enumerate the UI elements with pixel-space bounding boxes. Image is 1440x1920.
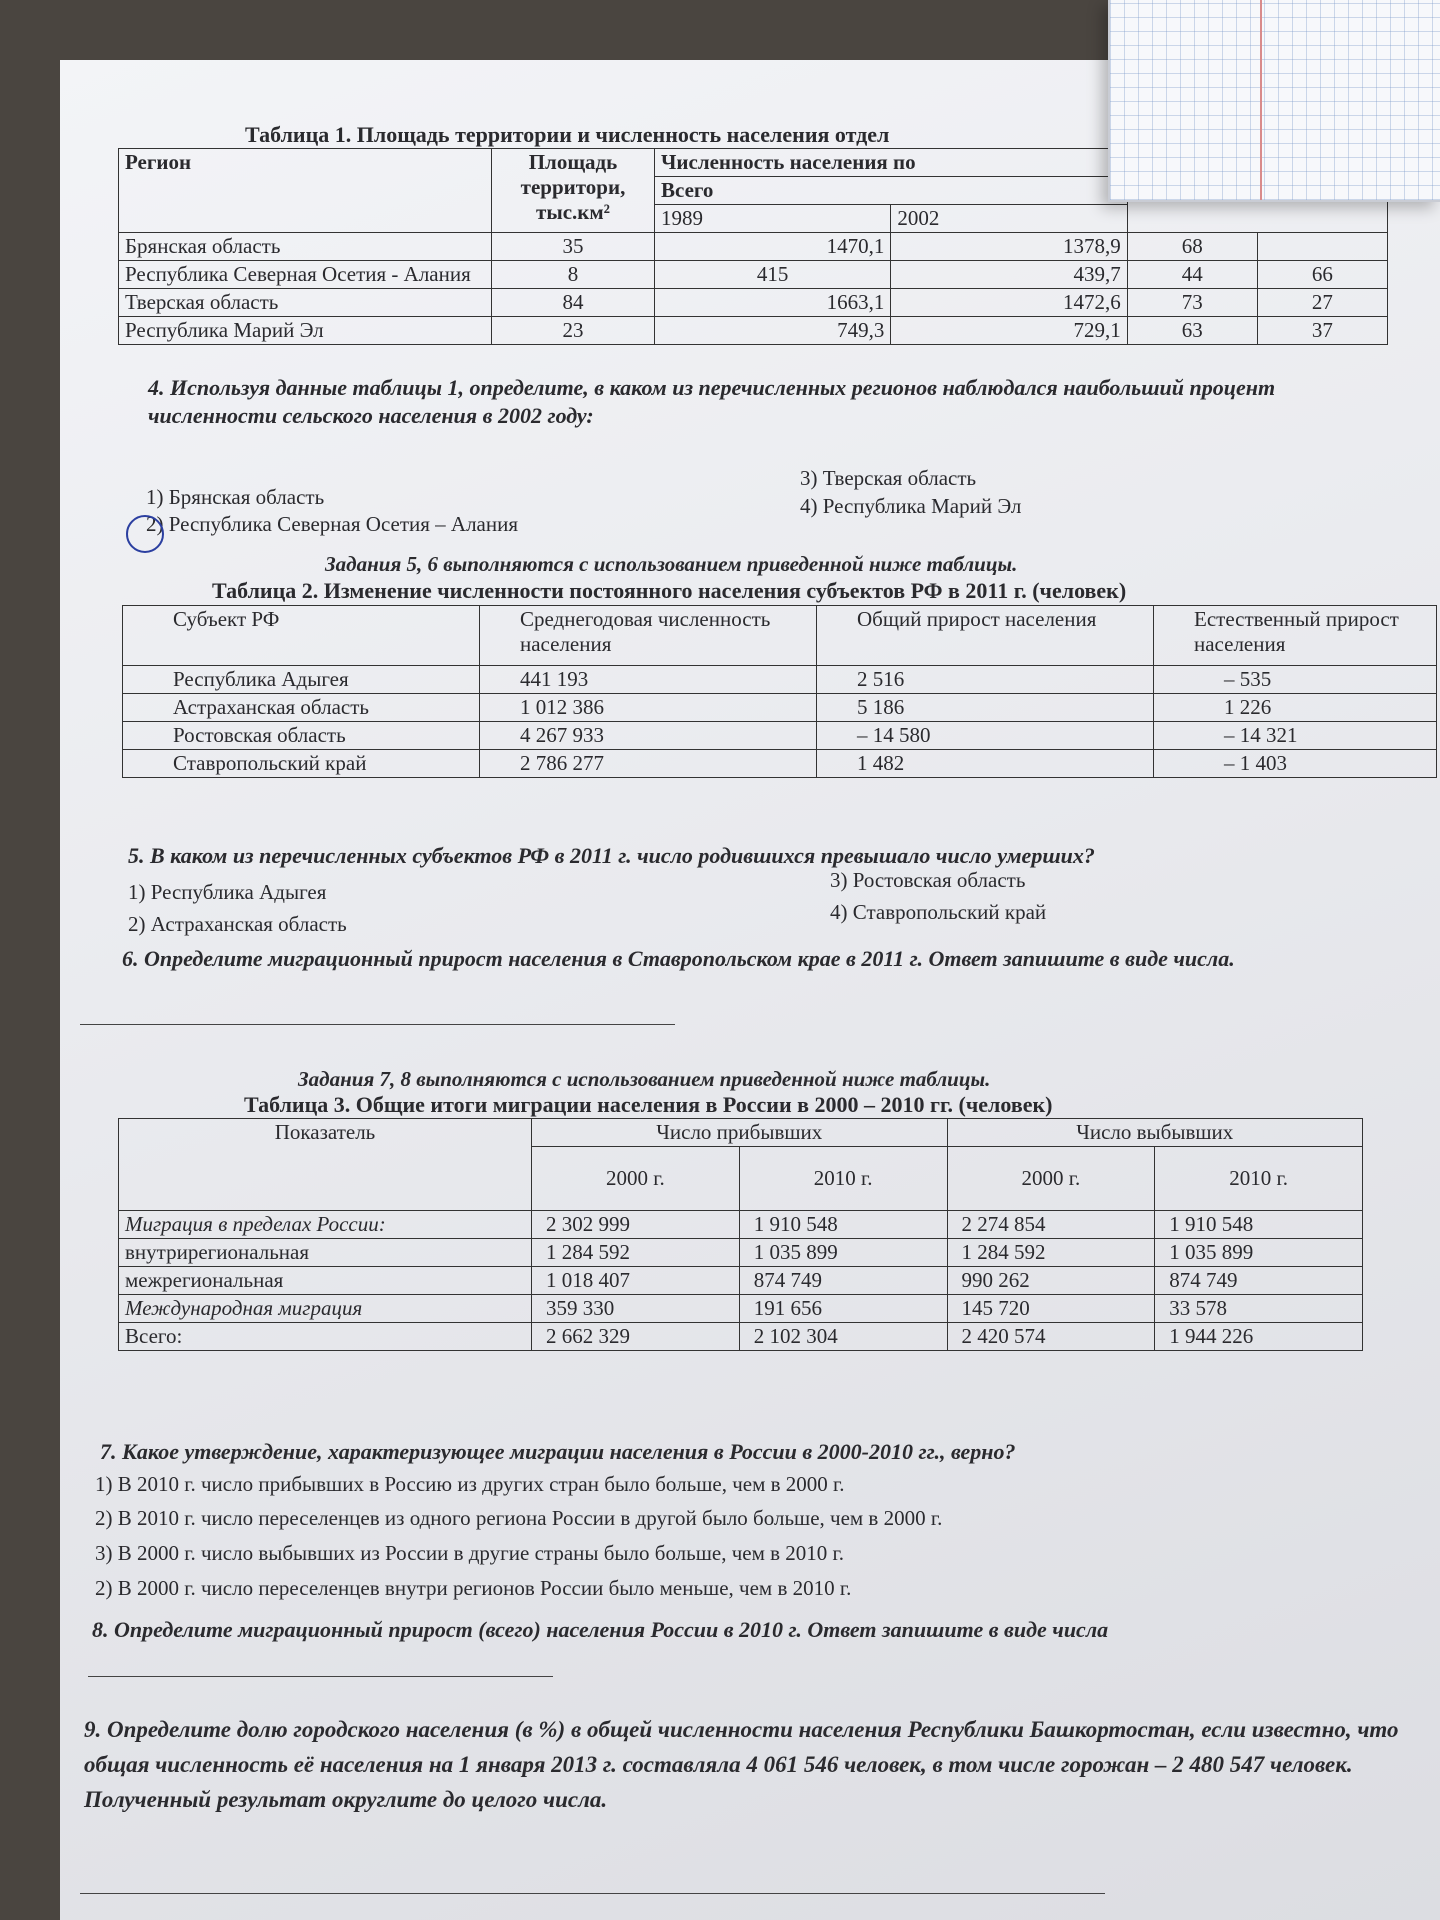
q4-option-1: 1) Брянская область [146,485,325,509]
question-4: 4. Используя данные таблицы 1, определите, в каком из перечисленных регионов наблюдался наибольший процент численности сельского населения в 2002 году: [148,375,1276,428]
table-row: Республика Северная Осетия - Алания 8 415 439,7 44 66 [119,261,1388,289]
table-row: Брянская область 35 1470,1 1378,9 68 [119,233,1388,261]
q4-option-3: 3) Тверская область [800,466,977,490]
intro-5-6: Задания 5, 6 выполняются с использованием приведенной ниже таблицы. [325,552,1018,576]
question-7: 7. Какое утверждение, характеризующее миграции населения в России в 2000-2010 гг., верно? [100,1439,1016,1464]
t3-header-arrived-2010: 2010 г. [739,1147,947,1211]
t2-header-avg: Среднегодовая численность населения [480,606,817,666]
table1-caption: Таблица 1. Площадь территории и численность населения отдел [245,122,890,147]
t1-header-2002: 2002 [891,205,1127,233]
q4-option-2: 2) Республика Северная Осетия – Алания [146,512,519,536]
t3-header-departed: Число выбывших [947,1119,1363,1147]
q5-option-3: 3) Ростовская область [830,868,1026,892]
answer-circle-mark [126,515,164,553]
table-row: межрегиональная 1 018 407 874 749 990 262 874 749 [119,1267,1363,1295]
q7-option-4: 2) В 2000 г. число переселенцев внутри регионов России было меньше, чем в 2010 г. [95,1576,852,1600]
q7-option-2: 2) В 2010 г. число переселенцев из одного региона России в другой было больше, чем в 2000 г. [95,1506,943,1530]
table-row: Тверская область 84 1663,1 1472,6 73 27 [119,289,1388,317]
table-row: Республика Адыгея 441 193 2 516 – 535 [123,666,1437,694]
table3 [118,1118,1363,1351]
question-8: 8. Определите миграционный прирост (всего) населения России в 2010 г. Ответ запишите в виде числа [92,1617,1109,1642]
q7-option-1: 1) В 2010 г. число прибывших в Россию из других стран было больше, чем в 2000 г. [95,1472,845,1496]
table-row: Всего: 2 662 329 2 102 304 2 420 574 1 944 226 [119,1323,1363,1351]
table-row: Республика Марий Эл 23 749,3 729,1 63 37 [119,317,1388,345]
q8-answer-line [88,1676,553,1677]
q9-answer-line [80,1893,1105,1894]
table3-caption: Таблица 3. Общие итоги миграции населения в России в 2000 – 2010 гг. (человек) [244,1092,1053,1117]
t1-header-population: Численность населения по [655,149,1388,177]
intro-7-8: Задания 7, 8 выполняются с использованием приведенной ниже таблицы. [298,1067,991,1091]
table2-caption: Таблица 2. Изменение численности постоянного населения субъектов РФ в 2011 г. (человек) [212,578,1127,603]
table-row: Международная миграция 359 330 191 656 145 720 33 578 [119,1295,1363,1323]
t3-header-departed-2000: 2000 г. [947,1147,1155,1211]
t1-header-area: Площадь территори, тыс.км² [492,149,655,233]
table-row: Ростовская область 4 267 933 – 14 580 – 14 321 [123,722,1437,750]
t3-header-arrived-2000: 2000 г. [532,1147,740,1211]
q6-answer-line [80,1024,675,1025]
t2-header-subject: Субъект РФ [123,606,480,666]
question-5: 5. В каком из перечисленных субъектов РФ в 2011 г. число родившихся превышало число умерших? [128,843,1095,868]
t1-header-1989: 1989 [655,205,891,233]
t3-header-indicator: Показатель [119,1119,532,1211]
t1-header-total: Всего [655,177,1128,205]
t3-header-departed-2010: 2010 г. [1155,1147,1363,1211]
q5-option-4: 4) Ставропольский край [830,900,1047,924]
notepad-sheet [1108,0,1440,202]
table2 [122,605,1437,778]
q5-option-1: 1) Республика Адыгея [128,880,327,904]
q4-option-4: 4) Республика Марий Эл [800,494,1022,518]
t2-header-natural: Естественный прирост населения [1154,606,1437,666]
question-6: 6. Определите миграционный прирост населения в Ставропольском крае в 2011 г. Ответ запишите в виде числа. [122,946,1235,971]
table-row: внутрирегиональная 1 284 592 1 035 899 1 284 592 1 035 899 [119,1239,1363,1267]
t3-header-arrived: Число прибывших [532,1119,948,1147]
t2-header-total: Общий прирост населения [817,606,1154,666]
table-row: Миграция в пределах России: 2 302 999 1 910 548 2 274 854 1 910 548 [119,1211,1363,1239]
table-row: Астраханская область 1 012 386 5 186 1 226 [123,694,1437,722]
q7-option-3: 3) В 2000 г. число выбывших из России в другие страны было больше, чем в 2010 г. [95,1541,845,1565]
question-9: 9. Определите долю городского населения (в %) в общей численности населения Республики Башкортостан, если известно, что общая численность её населения на 1 января 2013 г. составляла 4 061 546 человек, в том числе горожан – 2 480 547 человек. Полученный результат округлите до целого числа. [84,1717,1399,1812]
t1-header-region: Регион [119,149,492,233]
table-row: Ставропольский край 2 786 277 1 482 – 1 403 [123,750,1437,778]
q5-option-2: 2) Астраханская область [128,912,347,936]
